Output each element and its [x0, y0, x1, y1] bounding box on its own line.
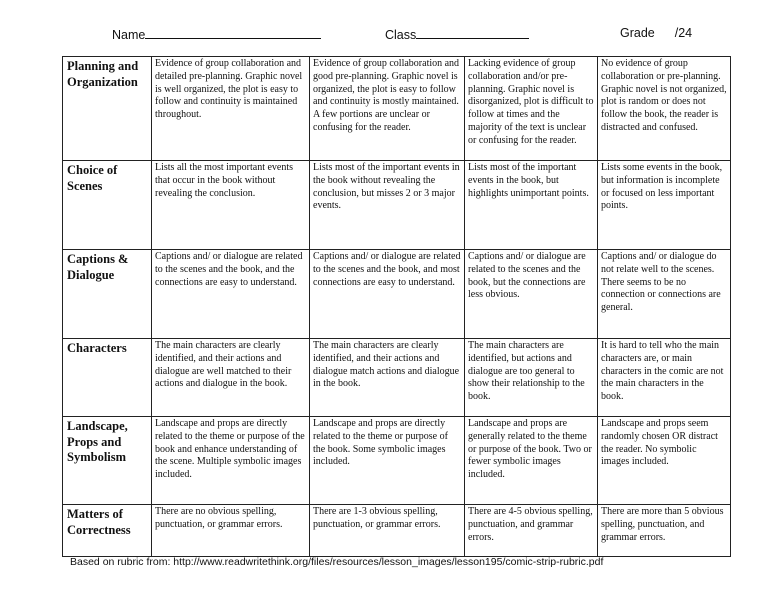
grade-label: Grade	[620, 26, 655, 40]
student-info-header	[0, 26, 768, 46]
level-cell: Lists all the most important events that occur in the book without revealing the conclusion.	[152, 161, 310, 250]
rubric-row	[63, 250, 731, 339]
class-field	[385, 26, 529, 42]
level-cell: Captions and/ or dialogue are related to the scenes and the book, and the connections are easy to understand.	[152, 250, 310, 339]
criterion-label: Landscape, Props and Symbolism	[63, 417, 152, 505]
name-field	[112, 26, 321, 42]
level-cell: Evidence of group collaboration and good pre-planning. Graphic novel is organized, the plot is easy to follow and continuity is mostly maintained. A few portions are unclear or confusing for the reader.	[310, 57, 465, 161]
class-label: Class	[385, 28, 417, 42]
level-cell: Captions and/ or dialogue do not relate well to the scenes. There seems to be no connection or connections are general.	[598, 250, 731, 339]
level-cell: Evidence of group collaboration and detailed pre-planning. Graphic novel is well organized, the plot is easy to follow and continuity is maintained throughout.	[152, 57, 310, 161]
source-citation: Based on rubric from: http://www.readwritethink.org/files/resources/lesson_images/lesson195/comic-strip-rubric.pdf	[70, 556, 604, 568]
criterion-label: Captions & Dialogue	[63, 250, 152, 339]
criterion-label: Matters of Correctness	[63, 505, 152, 557]
rubric-table	[62, 56, 731, 557]
rubric-row	[63, 505, 731, 557]
level-cell: Lists some events in the book, but information is incomplete or focused on less important points.	[598, 161, 731, 250]
level-cell: There are no obvious spelling, punctuation, or grammar errors.	[152, 505, 310, 557]
level-cell: The main characters are clearly identified, and their actions and dialogue are well matched to their actions and dialogue in the book.	[152, 339, 310, 417]
level-cell: Landscape and props seem randomly chosen OR distract the reader. No symbolic images included.	[598, 417, 731, 505]
level-cell: Captions and/ or dialogue are related to the scenes and the book, and most connections are easy to understand.	[310, 250, 465, 339]
rubric-row	[63, 161, 731, 250]
level-cell: No evidence of group collaboration or pre-planning. Graphic novel is not organized, plot is random or does not follow the book, the reader is distracted and confused.	[598, 57, 731, 161]
name-blank-line	[145, 26, 321, 39]
rubric-row	[63, 339, 731, 417]
grade-total: /24	[674, 26, 693, 40]
rubric-row	[63, 57, 731, 161]
class-blank-line	[416, 26, 529, 39]
level-cell: Landscape and props are directly related to the theme or purpose of the book and enhance understanding of the scene. Multiple symbolic images included.	[152, 417, 310, 505]
level-cell: The main characters are clearly identified, and their actions and dialogue match actions and dialogue in the book.	[310, 339, 465, 417]
rubric-row	[63, 417, 731, 505]
level-cell: There are 1-3 obvious spelling, punctuation, or grammar errors.	[310, 505, 465, 557]
criterion-label: Choice of Scenes	[63, 161, 152, 250]
name-label: Name	[112, 28, 146, 42]
level-cell: Lacking evidence of group collaboration and/or pre-planning. Graphic novel is disorganized, plot is difficult to follow at times and the majority of the text is unclear or confusing for the reader.	[465, 57, 598, 161]
criterion-label: Planning and Organization	[63, 57, 152, 161]
level-cell: There are more than 5 obvious spelling, punctuation, and grammar errors.	[598, 505, 731, 557]
level-cell: Lists most of the important events in the book without revealing the conclusion, but misses 2 or 3 major events.	[310, 161, 465, 250]
level-cell: There are 4-5 obvious spelling, punctuation, and grammar errors.	[465, 505, 598, 557]
level-cell: Landscape and props are generally related to the theme or purpose of the book. Two or fewer symbolic images included.	[465, 417, 598, 505]
level-cell: Landscape and props are directly related to the theme or purpose of the book. Some symbolic images included.	[310, 417, 465, 505]
level-cell: Captions and/ or dialogue are related to the scenes and the book, but the connections are less obvious.	[465, 250, 598, 339]
criterion-label: Characters	[63, 339, 152, 417]
level-cell: Lists most of the important events in the book, but highlights unimportant points.	[465, 161, 598, 250]
grade-field	[620, 26, 692, 40]
level-cell: The main characters are identified, but actions and dialogue are too general to show their relationship to the book.	[465, 339, 598, 417]
level-cell: It is hard to tell who the main characters are, or main characters in the comic are not the main characters in the book.	[598, 339, 731, 417]
